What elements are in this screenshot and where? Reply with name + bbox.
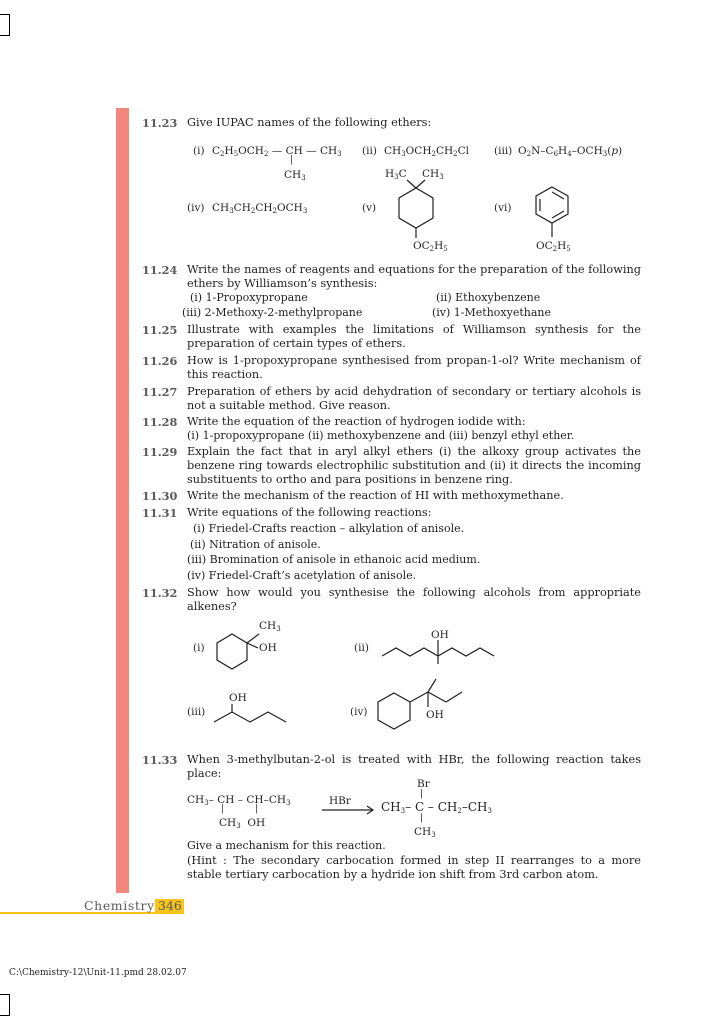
product-methyl: $CH_3$ bbox=[414, 826, 436, 839]
margin-bar bbox=[116, 108, 129, 893]
q32-iii-hydroxyl: OH bbox=[229, 692, 247, 704]
q23-ii-formula: $CH_3OCH_2CH_2Cl$ bbox=[384, 145, 470, 158]
question-text: When 3-methylbutan-2-ol is treated with HBr, the following reaction takes place: bbox=[187, 753, 641, 781]
list-item: (iv) 1-Methoxyethane bbox=[432, 306, 552, 319]
reactant-formula: $CH_3-$ CH – $CH-CH_3$ bbox=[187, 794, 291, 807]
q32-i-label: (i) bbox=[193, 642, 205, 654]
q32-iv-hydroxyl: OH bbox=[426, 709, 444, 721]
cyclohexane-structure bbox=[394, 178, 440, 242]
file-info: C:\Chemistry-12\Unit-11.pmd 28.02.07 bbox=[9, 968, 187, 978]
list-item: (ii) Nitration of anisole. bbox=[190, 538, 321, 551]
question-text: Write the mechanism of the reaction of HI with methoxymethane. bbox=[187, 489, 564, 502]
q23-i-formula: $C_2H_5OCH_2$ — CH — $CH_3$ bbox=[212, 145, 342, 158]
q32-iv-label: (iv) bbox=[350, 706, 368, 718]
q23-vi-label: (vi) bbox=[494, 202, 512, 214]
q32-iii-label: (iii) bbox=[187, 706, 206, 718]
q23-v-methyl-right: $CH_3$ bbox=[422, 168, 444, 181]
q32-ii-label: (ii) bbox=[354, 642, 369, 654]
question-line: (i) 1-propoxypropane (ii) methoxybenzene and (iii) benzyl ethyl ether. bbox=[187, 429, 575, 442]
question-text: How is 1-propoxypropane synthesised from propan-1-ol? Write mechanism of this reaction. bbox=[187, 354, 641, 382]
q23-ii-label: (ii) bbox=[362, 145, 377, 157]
question-text: Explain the fact that in aryl alkyl ethers (i) the alkoxy group activates the benzene ring towards electrophilic substitution and (ii) it directs the incoming substituents to ortho and para positions in benzene ring. bbox=[187, 445, 641, 487]
q23-iii-formula: $O_2N-C_6H_4-OCH_3(p)$ bbox=[518, 145, 623, 158]
reactant-substituents: $CH_3$ OH bbox=[219, 817, 266, 830]
benzene-structure bbox=[532, 185, 572, 241]
question-number: 11.30 bbox=[142, 489, 178, 503]
question-number: 11.26 bbox=[142, 354, 178, 368]
crop-mark-bottom-left bbox=[0, 994, 10, 1016]
alcohol-iv-structure bbox=[376, 675, 486, 733]
question-number: 11.31 bbox=[142, 506, 178, 520]
question-text: Give IUPAC names of the following ethers: bbox=[187, 116, 432, 129]
question-text: Write the equation of the reaction of hydrogen iodide with: bbox=[187, 415, 526, 428]
alcohol-iii-structure bbox=[212, 700, 302, 730]
q32-i-methyl: $CH_3$ bbox=[259, 620, 281, 633]
question-number: 11.25 bbox=[142, 323, 178, 337]
q23-i-branch: $CH_3$ bbox=[284, 169, 306, 182]
q23-iv-label: (iv) bbox=[187, 202, 205, 214]
question-number: 11.29 bbox=[142, 445, 178, 459]
question-number: 11.27 bbox=[142, 385, 178, 399]
q32-ii-hydroxyl: OH bbox=[431, 629, 449, 641]
question-number: 11.28 bbox=[142, 415, 178, 429]
question-number: 11.32 bbox=[142, 586, 178, 600]
question-number: 11.33 bbox=[142, 753, 178, 767]
q23-v-ethoxy: $OC_2H_5$ bbox=[413, 240, 448, 253]
reaction-arrow bbox=[321, 805, 377, 815]
list-item: (i) Friedel-Crafts reaction – alkylation of anisole. bbox=[193, 522, 465, 535]
question-text: Illustrate with examples the limitations of Williamson synthesis for the preparation of certain types of ethers. bbox=[187, 323, 641, 351]
question-text: Show how would you synthesise the following alcohols from appropriate alkenes? bbox=[187, 586, 641, 614]
question-line: Give a mechanism for this reaction. bbox=[187, 839, 386, 852]
q23-v-label: (v) bbox=[362, 202, 377, 214]
question-number: 11.24 bbox=[142, 263, 178, 277]
question-number: 11.23 bbox=[142, 116, 178, 130]
q23-iv-formula: $CH_3CH_2CH_2OCH_3$ bbox=[212, 202, 308, 215]
q23-vi-ethoxy: $OC_2H_5$ bbox=[536, 240, 571, 253]
question-text: Write the names of reagents and equations for the preparation of the following ethers by Williamson’s synthesis: bbox=[187, 263, 641, 291]
question-text: Write equations of the following reactions: bbox=[187, 506, 432, 519]
list-item: (i) 1-Propoxypropane bbox=[190, 291, 308, 304]
q32-i-hydroxyl: OH bbox=[259, 642, 277, 654]
list-item: (iv) Friedel-Craft’s acetylation of anisole. bbox=[187, 569, 417, 582]
q23-v-methyl-left: $H_3C$ bbox=[385, 168, 407, 181]
list-item: (ii) Ethoxybenzene bbox=[436, 291, 541, 304]
reagent-label: HBr bbox=[329, 795, 351, 807]
footer-book-title: Chemistry bbox=[84, 898, 155, 913]
question-text: Preparation of ethers by acid dehydration of secondary or tertiary alcohols is not a suitable method. Give reason. bbox=[187, 385, 641, 413]
product-bromo: Br bbox=[417, 778, 430, 790]
list-item: (iii) 2-Methoxy-2-methylpropane bbox=[182, 306, 363, 319]
hint-text: (Hint : The secondary carbocation formed in step II rearranges to a more stable tertiary carbocation by a hydride ion shift from 3rd carbon atom. bbox=[187, 854, 641, 882]
q23-iii-label: (iii) bbox=[494, 145, 513, 157]
crop-mark-top-left bbox=[0, 14, 10, 36]
product-formula: $CH_3-$ C – $CH_2-CH_3$ bbox=[381, 800, 492, 815]
list-item: (iii) Bromination of anisole in ethanoic acid medium. bbox=[187, 553, 481, 566]
footer-page-number: 346 bbox=[158, 898, 182, 913]
q23-i-label: (i) bbox=[193, 145, 205, 157]
